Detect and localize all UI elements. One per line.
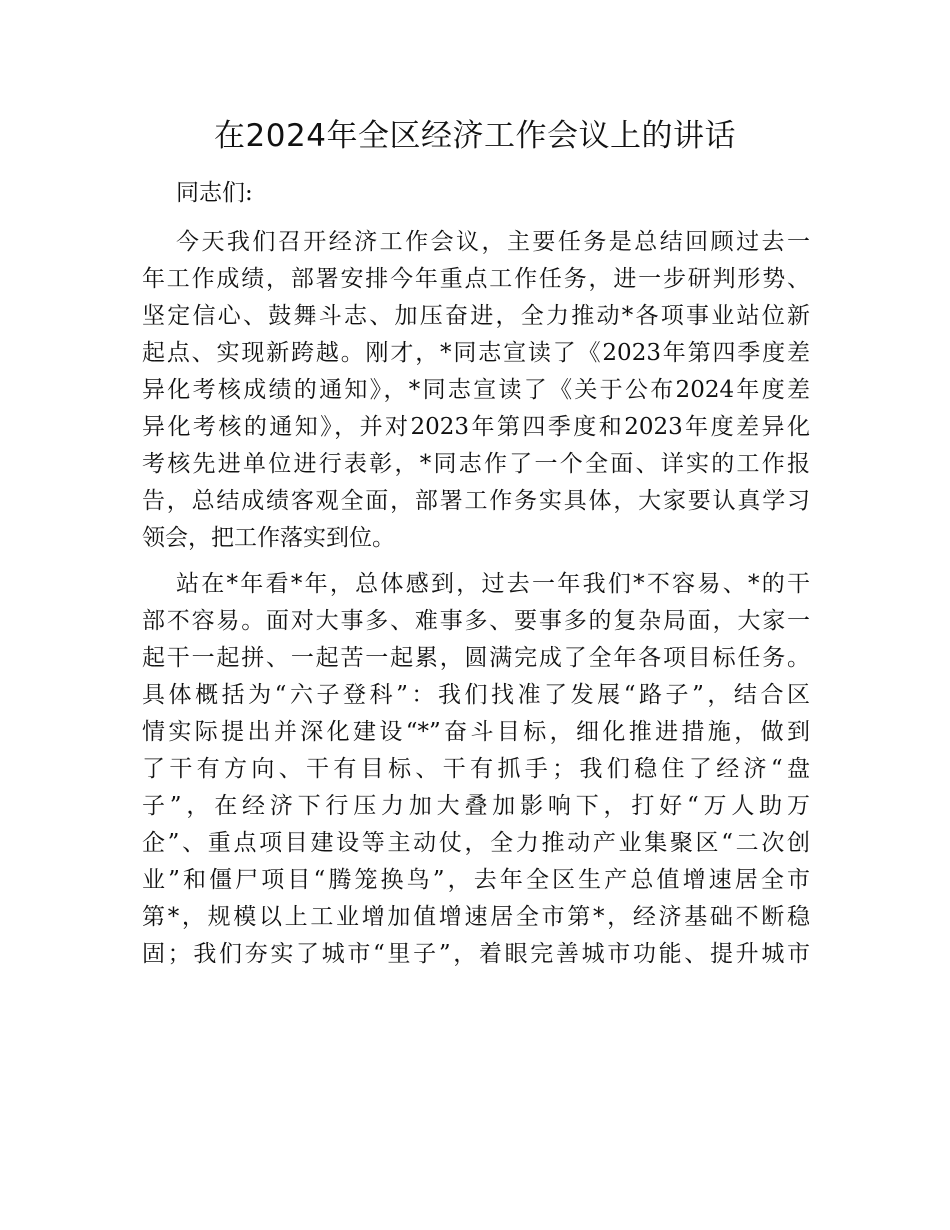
salutation: 同志们: xyxy=(176,180,253,206)
paragraph-2 xyxy=(142,566,810,973)
document-title: 在2024年全区经济工作会议上的讲话 xyxy=(214,118,736,154)
text-line: 异化考核成绩的通知》，*同志宣读了《关于公布2024年度差 xyxy=(142,377,810,403)
text-line: 今天我们召开经济工作会议，主要任务是总结回顾过去一 xyxy=(176,229,810,255)
text-line: 具体概括为“六子登科”：我们找准了发展“路子”，结合区 xyxy=(142,682,810,708)
text-line: 起点、实现新跨越。刚才，*同志宣读了《2023年第四季度差 xyxy=(142,340,810,366)
paragraph-1 xyxy=(142,224,810,557)
text-line: 告，总结成绩客观全面，部署工作务实具体，大家要认真学习 xyxy=(142,488,810,514)
document-body xyxy=(142,175,810,982)
text-line: 企”、重点项目建设等主动仗，全力推动产业集聚区“二次创 xyxy=(142,830,810,856)
text-line: 异化考核的通知》，并对2023年第四季度和2023年度差异化 xyxy=(142,414,810,440)
text-line: 年工作成绩，部署安排今年重点工作任务，进一步研判形势、 xyxy=(142,266,810,292)
text-line: 部不容易。面对大事多、难事多、要事多的复杂局面，大家一 xyxy=(142,608,810,634)
text-line: 考核先进单位进行表彰，*同志作了一个全面、详实的工作报 xyxy=(142,451,810,477)
salutation-paragraph xyxy=(142,175,810,212)
text-line: 固；我们夯实了城市“里子”，着眼完善城市功能、提升城市 xyxy=(142,941,810,967)
text-line: 子”，在经济下行压力加大叠加影响下，打好“万人助万 xyxy=(142,793,810,819)
text-line: 了干有方向、干有目标、干有抓手；我们稳住了经济“盘 xyxy=(142,756,810,782)
text-line: 领会，把工作落实到位。 xyxy=(142,525,395,551)
text-line: 坚定信心、鼓舞斗志、加压奋进，全力推动*各项事业站位新 xyxy=(142,303,810,329)
text-line: 起干一起拼、一起苦一起累，圆满完成了全年各项目标任务。 xyxy=(142,645,810,671)
text-line: 第*，规模以上工业增加值增速居全市第*，经济基础不断稳 xyxy=(142,904,810,930)
text-line: 情实际提出并深化建设“*”奋斗目标，细化推进措施，做到 xyxy=(142,719,810,745)
text-line: 业”和僵尸项目“腾笼换鸟”，去年全区生产总值增速居全市 xyxy=(142,867,810,893)
text-line: 站在*年看*年，总体感到，过去一年我们*不容易、*的干 xyxy=(176,571,810,597)
